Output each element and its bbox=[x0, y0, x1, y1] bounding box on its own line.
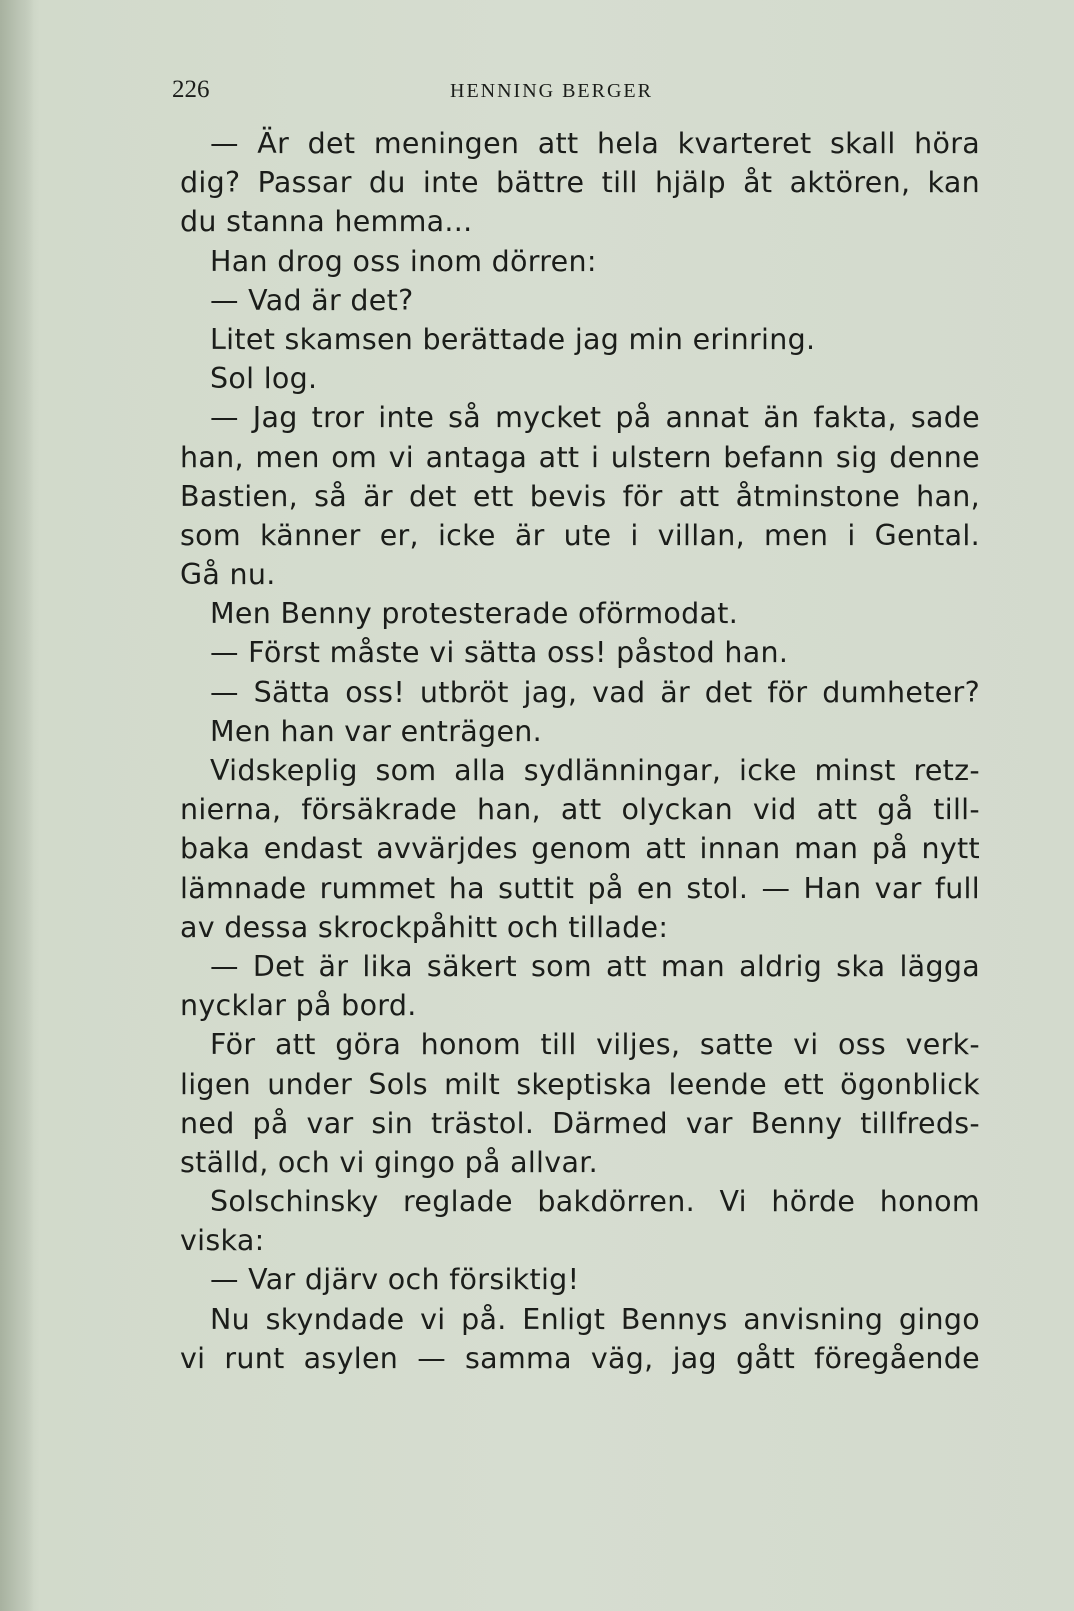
body-text bbox=[180, 124, 980, 1378]
page-header bbox=[172, 76, 982, 112]
text-line: lämnade rummet ha suttit på en stol. — Han var full bbox=[180, 871, 980, 905]
text-line: ligen under Sols milt skeptiska leende ett ögonblick bbox=[180, 1067, 980, 1101]
text-line: Bastien, så är det ett bevis för att åtminstone han, bbox=[180, 479, 980, 513]
text-line: — Vad är det? bbox=[210, 283, 414, 317]
text-line: Litet skamsen berättade jag min erinring. bbox=[210, 322, 816, 356]
text-line: — Var djärv och försiktig! bbox=[210, 1263, 580, 1297]
text-line: Gå nu. bbox=[180, 558, 276, 592]
text-line: — Är det meningen att hela kvarteret skall höra bbox=[210, 127, 980, 160]
text-line: — Jag tror inte så mycket på annat än fakta, sade bbox=[210, 401, 980, 435]
text-line: Nu skyndade vi på. Enligt Bennys anvisning gingo bbox=[210, 1302, 980, 1336]
text-line: av dessa skrockpåhitt och tillade: bbox=[180, 910, 669, 944]
text-line: nierna, försäkrade han, att olyckan vid att gå till- bbox=[180, 793, 980, 827]
text-line: ställd, och vi gingo på allvar. bbox=[180, 1145, 598, 1179]
text-line: nycklar på bord. bbox=[180, 989, 417, 1023]
text-line: du stanna hemma... bbox=[180, 205, 473, 239]
text-line: som känner er, icke är ute i villan, men i Gental. bbox=[180, 518, 980, 552]
text-line: han, men om vi antaga att i ulstern befann sig denne bbox=[180, 440, 980, 474]
text-line: Vidskeplig som alla sydlänningar, icke minst retz- bbox=[210, 754, 980, 787]
text-line: — Sätta oss! utbröt jag, vad är det för dumheter? bbox=[210, 675, 980, 709]
text-line: — Det är lika säkert som att man aldrig ska lägga bbox=[210, 949, 980, 983]
page-number: 226 bbox=[172, 76, 210, 103]
text-line: Han drog oss inom dörren: bbox=[210, 244, 597, 278]
text-line: Men Benny protesterade oförmodat. bbox=[210, 597, 739, 631]
text-line: dig? Passar du inte bättre till hjälp åt aktören, kan bbox=[180, 166, 980, 200]
text-line: Solschinsky reglade bakdörren. Vi hörde honom bbox=[210, 1185, 980, 1219]
text-line: ned på var sin trästol. Därmed var Benny tillfreds- bbox=[180, 1106, 980, 1140]
text-line: För att göra honom till viljes, satte vi oss verk- bbox=[210, 1028, 980, 1062]
text-line: — Först måste vi sätta oss! påstod han. bbox=[210, 636, 789, 670]
text-line: viska: bbox=[180, 1224, 265, 1258]
text-line: baka endast avvärjdes genom att innan man på nytt bbox=[180, 832, 980, 866]
text-line: Men han var enträgen. bbox=[210, 714, 543, 748]
text-line: vi runt asylen — samma väg, jag gått föregående bbox=[180, 1341, 980, 1375]
running-head: HENNING BERGER bbox=[450, 80, 653, 102]
text-line: Sol log. bbox=[210, 362, 318, 396]
page-gutter bbox=[0, 0, 34, 1611]
